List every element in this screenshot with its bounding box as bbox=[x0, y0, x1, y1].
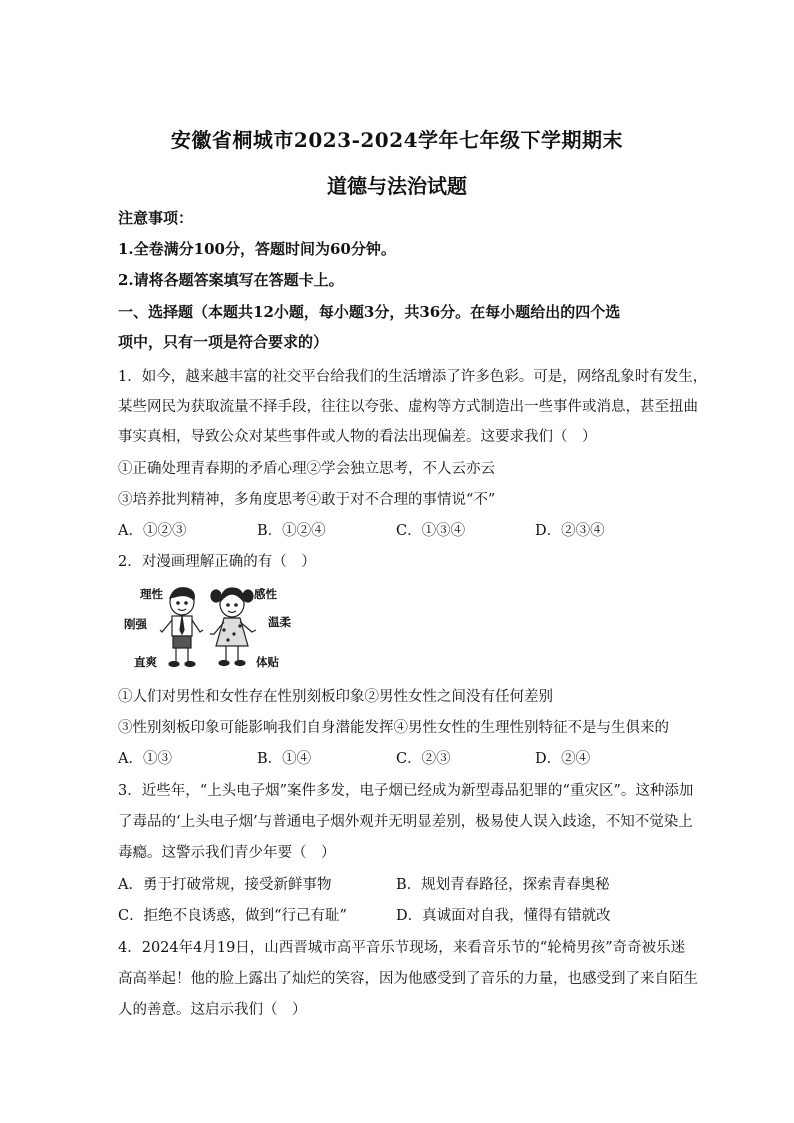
question-1-text: 1．如今，越来越丰富的社交平台给我们的生活增添了许多色彩。可是，网络乱象时有发生， bbox=[118, 369, 708, 385]
section-heading-cont: 项中，只有一项是符合要求的） bbox=[118, 333, 329, 351]
question-1-option-a: A．①②③ bbox=[118, 523, 187, 539]
boy-figure bbox=[160, 588, 203, 667]
question-2-statement: ③性别刻板印象可能影响我们自身潜能发挥④男性女性的生理性别特征不是与生俱来的 bbox=[118, 720, 669, 736]
question-3-text: 了毒品的‘上头电子烟’与普通电子烟外观并无明显差别，极易使人误入歧途，不知不觉染上 bbox=[118, 814, 693, 830]
question-1-option-b: B．①②④ bbox=[257, 523, 326, 539]
question-4-text: 高高举起！他的脸上露出了灿烂的笑容，因为他感受到了音乐的力量，也感受到了来自陌生 bbox=[118, 971, 698, 987]
question-1-statement: ③培养批判精神，多角度思考④敢于对不合理的事情说“不” bbox=[118, 492, 496, 508]
notice-heading: 注意事项： bbox=[118, 209, 194, 227]
girl-figure bbox=[210, 588, 256, 666]
question-3-option-c: C．拒绝不良诱惑，做到“行己有耻” bbox=[118, 908, 347, 924]
question-2-option-d: D．②④ bbox=[535, 751, 591, 767]
question-4-text: 4．2024年4月19日，山西晋城市高平音乐节现场，来看音乐节的“轮椅男孩”奇奇被乐迷 bbox=[118, 940, 686, 956]
question-1-option-c: C．①③④ bbox=[396, 523, 466, 539]
question-3-option-d: D．真诚面对自我，懂得有错就改 bbox=[396, 908, 611, 924]
cartoon-label-gentle: 温柔 bbox=[268, 615, 291, 629]
cartoon-label-firm: 刚强 bbox=[124, 617, 147, 631]
question-2-statement: ①人们对男性和女性存在性别刻板印象②男性女性之间没有任何差别 bbox=[118, 689, 553, 705]
question-1-statement: ①正确处理青春期的矛盾心理②学会独立思考，不人云亦云 bbox=[118, 461, 495, 477]
cartoon-label-rational: 理性 bbox=[140, 587, 163, 601]
question-1-text: 某些网民为获取流量不择手段，往往以夸张、虚构等方式制造出一些事件或消息，甚至扭曲 bbox=[118, 399, 698, 415]
question-3-option-a: A．勇于打破常规，接受新鲜事物 bbox=[118, 877, 332, 893]
question-1-option-d: D．②③④ bbox=[535, 523, 605, 539]
cartoon-label-caring: 体贴 bbox=[256, 655, 279, 669]
notice-item: 1.全卷满分100分，答题时间为60分钟。 bbox=[118, 240, 396, 258]
question-3-text: 3．近些年，“上头电子烟”案件多发，电子烟已经成为新型毒品犯罪的“重灾区”。这种添加 bbox=[118, 783, 694, 799]
cartoon-label-frank: 直爽 bbox=[134, 655, 157, 669]
exam-subtitle: 道德与法治试题 bbox=[327, 174, 467, 198]
question-2-option-c: C．②③ bbox=[396, 751, 451, 767]
exam-title: 安徽省桐城市2023-2024学年七年级下学期期末 bbox=[170, 128, 624, 152]
section-heading: 一、选择题（本题共12小题，每小题3分，共36分。在每小题给出的四个选 bbox=[118, 303, 621, 321]
question-1-text: 事实真相，导致公众对某些事件或人物的看法出现偏差。这要求我们（ ） bbox=[118, 429, 597, 445]
question-2-option-a: A．①③ bbox=[118, 751, 172, 767]
question-3-option-b: B．规划青春路径，探索青春奥秘 bbox=[396, 877, 610, 893]
question-3-text: 毒瘾。这警示我们青少年要（ ） bbox=[118, 845, 336, 861]
question-4-text: 人的善意。这启示我们（ ） bbox=[118, 1002, 307, 1018]
question-2-option-b: B．①④ bbox=[257, 751, 312, 767]
cartoon-label-emotional: 感性 bbox=[254, 587, 277, 601]
gender-cartoon bbox=[120, 582, 300, 672]
question-2-text: 2．对漫画理解正确的有（ ） bbox=[118, 554, 316, 570]
notice-item: 2.请将各题答案填写在答题卡上。 bbox=[118, 271, 344, 289]
